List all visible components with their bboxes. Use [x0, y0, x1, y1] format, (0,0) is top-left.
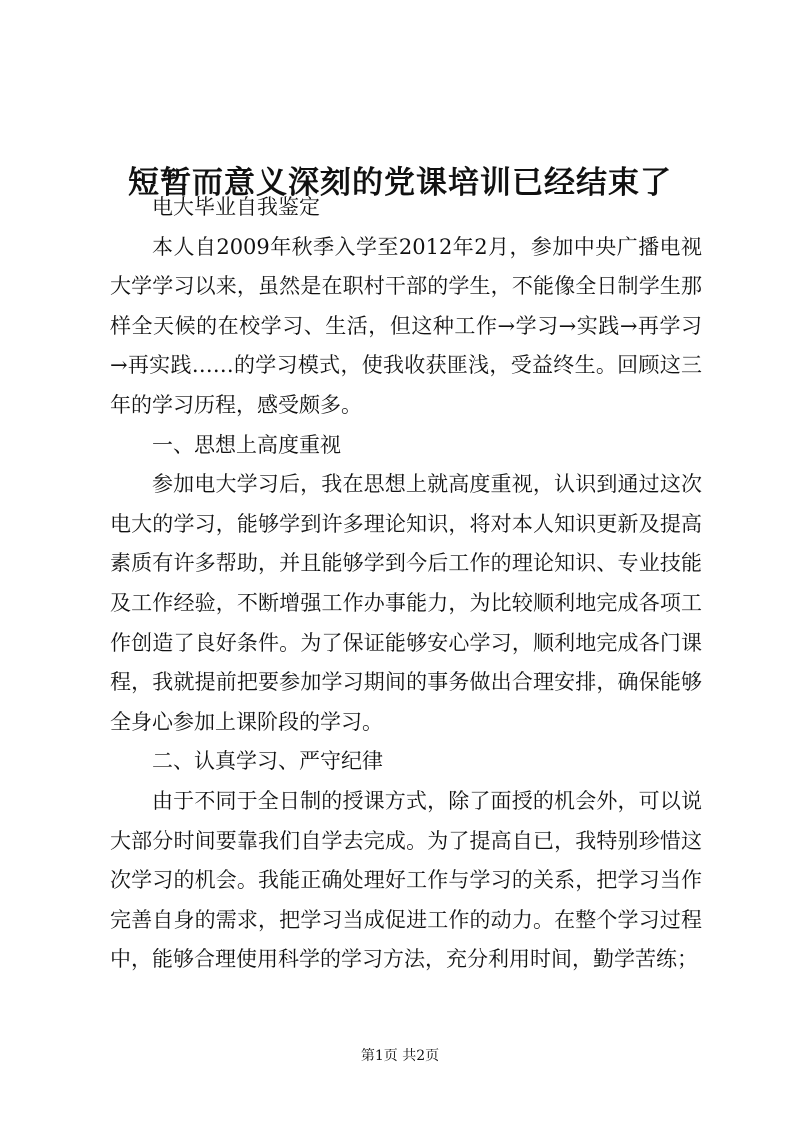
body-paragraph: 参加电大学习后，我在思想上就高度重视，认识到通过这次电大的学习，能够学到许多理论知识，将对本人知识更新及提高素质有许多帮助，并且能够学到今后工作的理论知识、专业技能及工作经验，不断增强工作办事能力，为比较顺利地完成各项工作创造了良好条件。为了保证能够安心学习，顺利地完成各门课程，我就提前把要参加学习期间的事务做出合理安排，确保能够全身心参加上课阶段的学习。 — [110, 472, 702, 734]
body-paragraph: 本人自2009年秋季入学至2012年2月，参加中央广播电视大学学习以来，虽然是在职村干部的学生，不能像全日制学生那样全天候的在校学习、生活，但这种工作→学习→实践→再学习→再实践……的学习模式，使我收获匪浅，受益终生。回顾这三年的学习历程，感受颇多。 — [110, 234, 702, 417]
section-subtitle: 电大毕业自我鉴定 — [152, 195, 320, 219]
section-heading: 一、思想上高度重视 — [152, 432, 341, 457]
document-body — [110, 188, 702, 980]
page-title: 短暂而意义深刻的党课培训已经结束了 — [128, 164, 672, 201]
section-heading: 二、认真学习、严守纪律 — [152, 749, 383, 774]
body-paragraph: 由于不同于全日制的授课方式，除了面授的机会外，可以说大部分时间要靠我们自学去完成。为了提高自已，我特别珍惜这次学习的机会。我能正确处理好工作与学习的关系，把学习当作完善自身的需求，把学习当成促进工作的动力。在整个学习过程中，能够合理使用科学的学习方法，充分利用时间，勤学苦练； — [110, 788, 702, 972]
page-footer: 第1页 共2页 — [360, 1048, 440, 1064]
